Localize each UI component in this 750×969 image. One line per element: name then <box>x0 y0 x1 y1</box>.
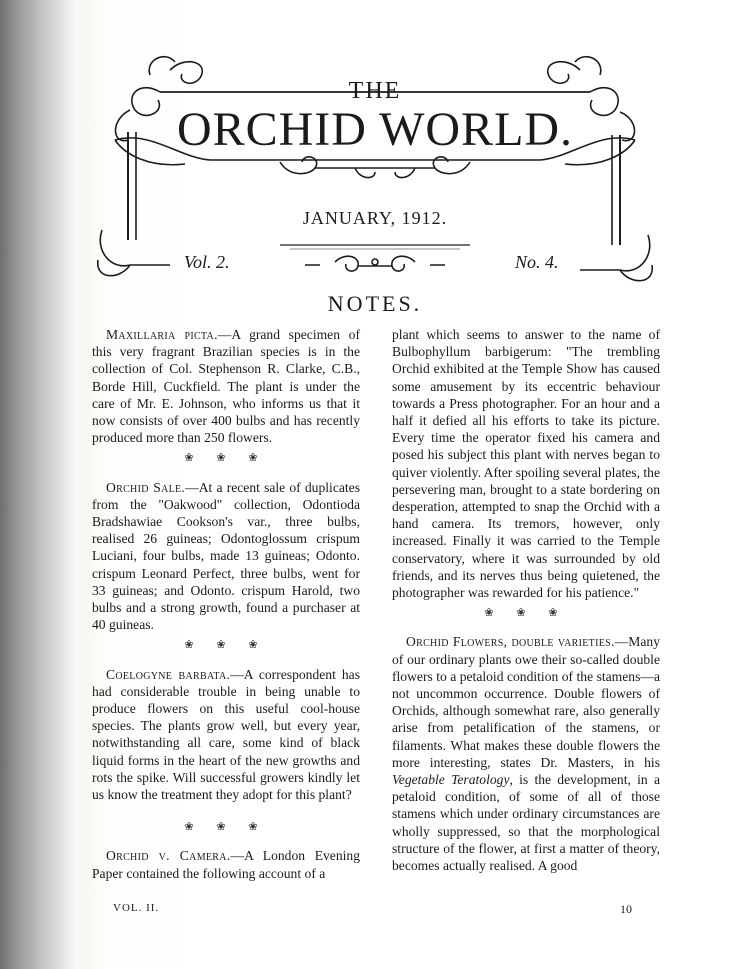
flower-ornament-icon: ❀ ❀ ❀ <box>184 639 268 652</box>
note-body: —A grand specimen of this very fragrant Brazilian species is in the collection of Col. Stephenson R. Clarke, C.B., Borde Hill, Cuckfield. The plant is under the care of Mr. E. Johnson, who informs us that it now consists of over 400 bulbs and has recently produced more than 250 flowers. <box>92 327 360 446</box>
note-paragraph <box>92 479 360 634</box>
volume-label: Vol. 2. <box>184 252 230 272</box>
note-body: —Many of our ordinary plants owe their so-called double flowers to a petaloid condition of the stamens—a not uncommon occurrence. Double flowers of Orchids, although somewhat rare, also generally arise from petalification of the stamens, or filaments. What makes these double flowers the more interesting, states Dr. Masters, in his <box>392 634 660 770</box>
note-heading: Coelogyne barbata. <box>106 666 231 682</box>
right-column <box>392 326 660 874</box>
issue-number: No. 4. <box>515 252 559 272</box>
book-binding-shadow <box>0 0 78 969</box>
footer-volume: VOL. II. <box>113 902 160 914</box>
left-column <box>92 326 360 882</box>
book-title: Vegetable Teratology <box>392 772 510 788</box>
note-heading: Orchid Sale. <box>106 479 186 495</box>
note-paragraph <box>392 633 660 874</box>
note-paragraph <box>92 847 360 881</box>
note-body: —A London Evening Paper contained the following account of a <box>92 848 361 881</box>
note-paragraph <box>92 666 360 804</box>
page-number: 10 <box>620 902 632 916</box>
section-title: NOTES. <box>327 291 423 316</box>
note-heading: Maxillaria picta. <box>106 327 218 342</box>
note-continuation: plant which seems to answer to the name of Bulbophyllum barbigerum: "The trembling Orchid exhibited at the Temple Show has caused some amusement by its eccentric behaviour towards a Press photographer. For an hour and a half it defied all his efforts to take its picture. Every time the operator fixed his camera and posed his subject this plant with nerves began to quiver violently. After spoiling several plates, the persevering man, brought to a state bordering on desperation, attempted to snap the Orchid with a hand camera. Its tremors, however, only increased. Finally it was carried to the Temple conservatory, where it was surrounded by old friends, and its nerves thus being quietened, the photographer was rewarded for his patience." <box>392 327 660 601</box>
masthead <box>90 40 660 310</box>
masthead-the: THE <box>348 78 402 104</box>
note-body: , is the development, in a petaloid condition, of some of all of those stamens which under ordinary circumstances are wholly suppressed, so that the morphological structure of the flower, at first a matter of theory, becomes actually realised. A good <box>392 772 660 874</box>
issue-date: JANUARY, 1912. <box>302 208 448 228</box>
flower-ornament-icon: ❀ ❀ ❀ <box>184 452 268 465</box>
flower-ornament-icon: ❀ ❀ ❀ <box>184 821 268 834</box>
note-heading: Orchid v. Camera. <box>106 848 231 864</box>
note-body: —At a recent sale of duplicates from the "Oakwood" collection, Odontioda Bradshawiae Cookson's var., three bulbs, realised 26 guineas; Odontoglossum crispum Luciani, four bulbs, made 13 guineas; Odonto. crispum Leonard Perfect, three bulbs, went for 33 guineas; and Odonto. crispum Harold, two bulbs and a strong growth, found a purchaser at 40 guineas. <box>92 479 360 633</box>
note-paragraph <box>92 326 360 446</box>
publication-title: ORCHID WORLD. <box>176 103 574 156</box>
flower-ornament-icon: ❀ ❀ ❀ <box>484 607 568 620</box>
note-body: —A correspondent has had considerable trouble in being unable to produce flowers on this useful cool-house species. The plants grow well, but every year, notwithstanding all care, some kind of black liquid forms in the heart of the new growths and rots the spike. Will successful growers kindly let us know the treatment they adopt for this plant? <box>92 666 360 803</box>
note-heading: Orchid Flowers, double varieties. <box>406 634 615 650</box>
